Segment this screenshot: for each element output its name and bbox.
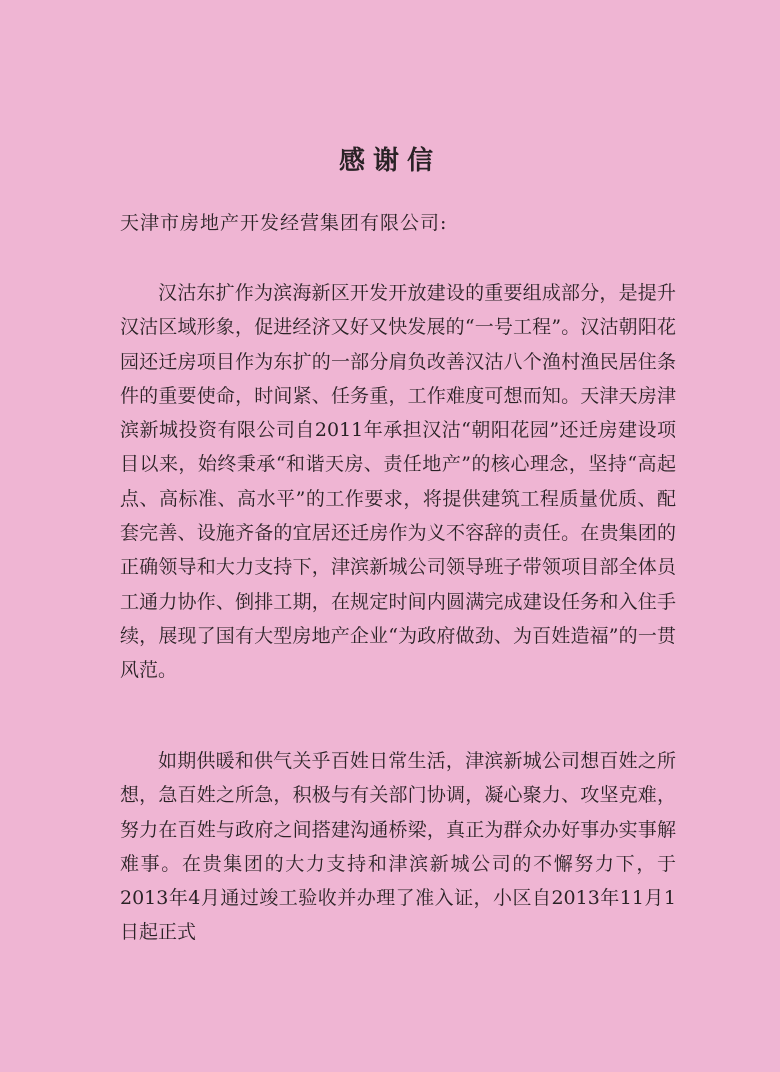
letter-title: 感谢信 [338,146,441,176]
letter-salutation: 天津市房地产开发经营集团有限公司: [120,212,448,234]
paragraph-2: 如期供暖和供气关乎百姓日常生活，津滨新城公司想百姓之所想，急百姓之所急，积极与有关部门协调，凝心聚力、攻坚克难，努力在百姓与政府之间搭建沟通桥梁，真正为群众办好事办实事解难事。在贵集团的大力支持和津滨新城公司的不懈努力下，于2013年4月通过竣工验收并办理了准入证，小区自2013年11月1日起正式 [120,750,676,944]
paragraph-1: 汉沽东扩作为滨海新区开发开放建设的重要组成部分，是提升汉沽区域形象，促进经济又好又快发展的“一号工程”。汉沽朝阳花园还迁房项目作为东扩的一部分肩负改善汉沽八个渔村渔民居住条件的重要使命，时间紧、任务重，工作难度可想而知。天津天房津滨新城投资有限公司自2011年承担汉沽“朝阳花园”还迁房建设项目以来，始终秉承“和谐天房、责任地产”的核心理念，坚持“高起点、高标准、高水平”的工作要求，将提供建筑工程质量优质、配套完善、设施齐备的宜居还迁房作为义不容辞的责任。在贵集团的正确领导和大力支持下，津滨新城公司领导班子带领项目部全体员工通力协作、倒排工期，在规定时间内圆满完成建设任务和入住手续，展现了国有大型房地产企业“为政府做劲、为百姓造福”的一贯风范。 [120,282,676,682]
